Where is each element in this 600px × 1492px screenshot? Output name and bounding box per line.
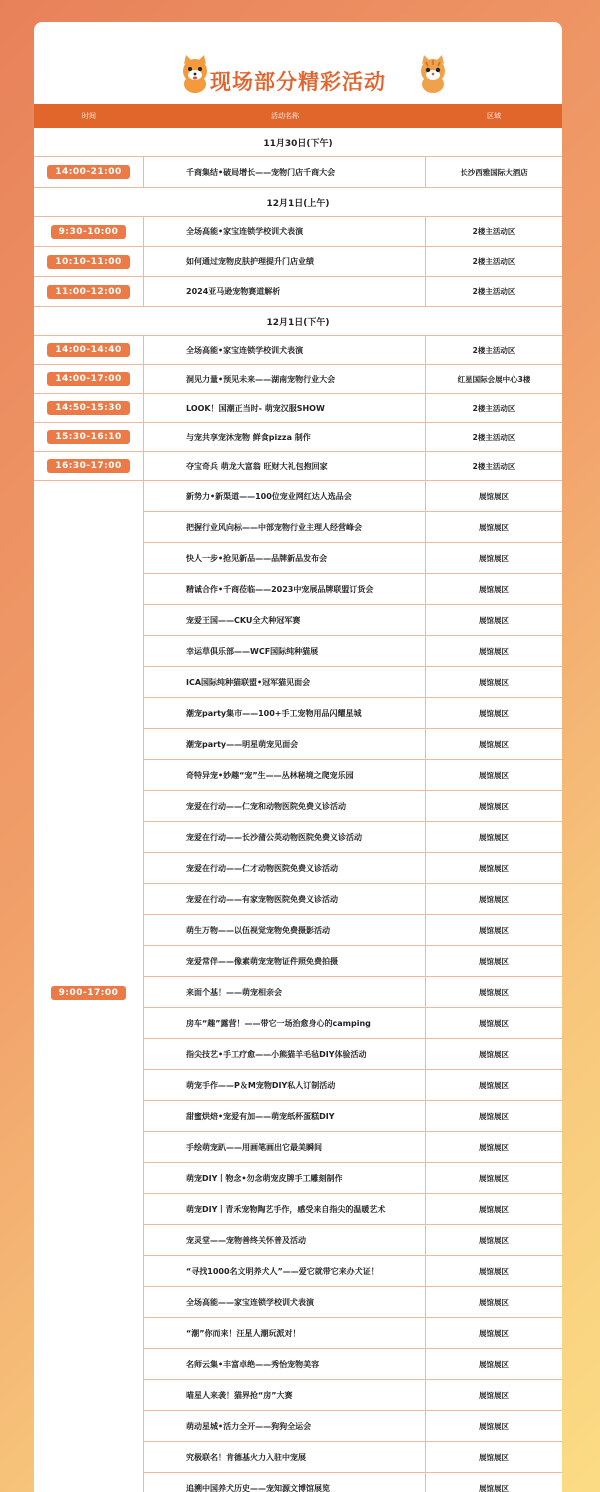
activity-name: 名师云集•丰富卓绝——秀怡宠物美容 — [144, 1349, 426, 1379]
activity-area: 长沙西雅国际大酒店 — [460, 167, 528, 177]
activity-name: 千商集结•破局增长——宠物门店千商大会 — [144, 157, 426, 187]
table-row — [144, 667, 562, 698]
activity-area: 2楼主活动区 — [472, 287, 516, 296]
time-badge: 16:30-17:00 — [47, 459, 130, 473]
table-row — [34, 277, 562, 307]
activity-area: 2楼主活动区 — [472, 461, 516, 471]
page-title: 现场部分精彩活动 — [210, 70, 386, 94]
table-row — [144, 760, 562, 791]
activity-name: 喵星人来袭！猫界抢“房”大赛 — [144, 1380, 426, 1410]
table-row — [34, 247, 562, 277]
activity-area: 展馆展区 — [479, 1297, 509, 1307]
activity-area: 展馆展区 — [479, 522, 509, 532]
activity-name: 萌宠手作——P＆M宠物DIY私人订制活动 — [144, 1070, 426, 1100]
table-row — [144, 853, 562, 884]
activity-name: 追溯中国养犬历史——宠知源文博馆展览 — [144, 1473, 426, 1492]
table-row — [34, 217, 562, 247]
table-row — [34, 336, 562, 365]
table-row — [144, 884, 562, 915]
activity-name: LOOK！国潮正当时- 萌宠汉服SHOW — [144, 394, 426, 422]
activity-name: 全场高能•家宝连锁学校训犬表演 — [144, 336, 426, 364]
activity-name: 宠爱在行动——长沙蒲公英动物医院免费义诊活动 — [144, 822, 426, 852]
activity-name: 萌生万物——以伍视觉宠物免费摄影活动 — [144, 915, 426, 945]
title-area — [34, 22, 562, 104]
table-row — [144, 698, 562, 729]
activity-area: 展馆展区 — [479, 832, 509, 842]
table-row — [34, 452, 562, 481]
time-badge: 11:00-12:00 — [47, 285, 130, 299]
table-row — [144, 543, 562, 574]
activity-area: 展馆展区 — [479, 1483, 509, 1492]
activity-name: “寻找1000名文明养犬人”——爱它就带它来办犬证！ — [144, 1256, 426, 1286]
activity-area: 展馆展区 — [479, 1452, 509, 1462]
table-row — [144, 1473, 562, 1492]
activity-name: 与宠共享宠沐宠物 鲜食pizza 制作 — [144, 423, 426, 451]
activity-area: 展馆展区 — [479, 553, 509, 563]
activity-area: 展馆展区 — [479, 1266, 509, 1276]
table-row — [144, 512, 562, 543]
activity-area: 展馆展区 — [479, 770, 509, 780]
activity-name: 全场高能•家宝连锁学校训犬表演 — [144, 217, 426, 246]
table-row — [144, 1101, 562, 1132]
all-day-block — [34, 481, 562, 1492]
activity-name: 精诚合作•千商莅临——2023中宠展品牌联盟订货会 — [144, 574, 426, 604]
table-row — [34, 157, 562, 188]
table-row — [144, 946, 562, 977]
table-row — [144, 1225, 562, 1256]
activity-area: 展馆展区 — [479, 1390, 509, 1400]
activity-name: 如何通过宠物皮肤护理提升门店业绩 — [144, 247, 426, 276]
activity-area: 展馆展区 — [479, 987, 509, 997]
activity-area: 红星国际会展中心3楼 — [457, 374, 531, 384]
activity-name: 来面个基！——萌宠相亲会 — [144, 977, 426, 1007]
activity-name: 究极联名！肯德基火力入驻中宠展 — [144, 1442, 426, 1472]
table-row — [144, 481, 562, 512]
activity-name: 宠爱在行动——仁才动物医院免费义诊活动 — [144, 853, 426, 883]
table-row — [144, 574, 562, 605]
table-row — [144, 1411, 562, 1442]
activity-area: 2楼主活动区 — [472, 432, 516, 442]
activity-name: 潮宠party——明星萌宠见面会 — [144, 729, 426, 759]
table-row — [144, 977, 562, 1008]
table-row — [144, 605, 562, 636]
activity-name: 2024亚马逊宠物赛道解析 — [144, 277, 426, 306]
table-row — [144, 1163, 562, 1194]
table-row — [144, 1349, 562, 1380]
time-badge: 14:00-21:00 — [47, 165, 130, 179]
table-row — [144, 915, 562, 946]
activity-area: 展馆展区 — [479, 1328, 509, 1338]
activity-area: 2楼主活动区 — [472, 403, 516, 413]
table-row — [144, 1039, 562, 1070]
activity-name: 宠爱在行动——有家宠物医院免费义诊活动 — [144, 884, 426, 914]
table-row — [34, 423, 562, 452]
activity-name: 新势力•新渠道——100位宠业网红达人选品会 — [144, 481, 426, 511]
header-area: 区域 — [487, 112, 501, 120]
activity-area: 展馆展区 — [479, 1080, 509, 1090]
table-row — [144, 1256, 562, 1287]
table-row — [144, 1194, 562, 1225]
table-row — [144, 1070, 562, 1101]
cat-mascot-icon — [414, 54, 452, 94]
activity-area: 2楼主活动区 — [472, 227, 516, 236]
activity-area: 展馆展区 — [479, 1049, 509, 1059]
table-row — [144, 1287, 562, 1318]
time-badge: 14:00-17:00 — [47, 372, 130, 386]
table-row — [144, 791, 562, 822]
activity-area: 展馆展区 — [479, 615, 509, 625]
activity-name: 宠爱在行动——仁宠和动物医院免费义诊活动 — [144, 791, 426, 821]
activity-name: 洞见力量•预见未来——湖南宠物行业大会 — [144, 365, 426, 393]
activity-area: 2楼主活动区 — [472, 257, 516, 266]
activity-name: 夺宝奇兵 萌龙大富翁 旺财大礼包抱回家 — [144, 452, 426, 480]
activity-name: 手绘萌宠趴——用画笔画出它最美瞬间 — [144, 1132, 426, 1162]
time-badge: 14:00-14:40 — [47, 343, 130, 357]
activity-name: 甜蜜烘焙•宠爱有加——萌宠纸杯蛋糕DIY — [144, 1101, 426, 1131]
schedule-card — [34, 22, 562, 1492]
header-time: 时间 — [82, 112, 96, 120]
table-row — [144, 1318, 562, 1349]
activity-name: 萌动星城•活力全开——狗狗全运会 — [144, 1411, 426, 1441]
activity-name: ICA国际纯种猫联盟•冠军猫见面会 — [144, 667, 426, 697]
activity-name: 宠灵堂——宠物善终关怀普及活动 — [144, 1225, 426, 1255]
activity-name: 指尖技艺•手工疗愈——小熊猫羊毛毡DIY体验活动 — [144, 1039, 426, 1069]
activity-area: 展馆展区 — [479, 863, 509, 873]
table-row — [144, 822, 562, 853]
activity-name: 幸运草俱乐部——WCF国际纯种猫展 — [144, 636, 426, 666]
activity-area: 展馆展区 — [479, 708, 509, 718]
time-badge: 9:30-10:00 — [51, 225, 127, 239]
table-row — [144, 1442, 562, 1473]
activity-area: 2楼主活动区 — [472, 345, 516, 355]
table-row — [144, 1380, 562, 1411]
table-row — [144, 1132, 562, 1163]
time-badge: 15:30-16:10 — [47, 430, 130, 444]
all-day-list — [144, 481, 562, 1492]
activity-area: 展馆展区 — [479, 1111, 509, 1121]
activity-area: 展馆展区 — [479, 739, 509, 749]
activity-area: 展馆展区 — [479, 925, 509, 935]
activity-name: 萌宠DIY丨物念•勿念萌宠皮牌手工雕刻制作 — [144, 1163, 426, 1193]
activity-area: 展馆展区 — [479, 894, 509, 904]
activity-name: 宠爱常伴——像素萌宠宠物证件照免费拍摄 — [144, 946, 426, 976]
activity-area: 展馆展区 — [479, 956, 509, 966]
activity-name: 宠爱王国——CKU全犬种冠军赛 — [144, 605, 426, 635]
activity-name: 房车“趣”露营！——带它一场治愈身心的camping — [144, 1008, 426, 1038]
section-date: 12月1日(下午) — [34, 307, 562, 336]
activity-area: 展馆展区 — [479, 677, 509, 687]
table-row — [144, 636, 562, 667]
activity-area: 展馆展区 — [479, 1421, 509, 1431]
activity-area: 展馆展区 — [479, 1204, 509, 1214]
table-header — [34, 104, 562, 128]
table-row — [144, 729, 562, 760]
activity-area: 展馆展区 — [479, 801, 509, 811]
activity-name: 快人一步•抢见新品——品牌新品发布会 — [144, 543, 426, 573]
activity-area: 展馆展区 — [479, 646, 509, 656]
activity-name: 全场高能——家宝连锁学校训犬表演 — [144, 1287, 426, 1317]
activity-area: 展馆展区 — [479, 1142, 509, 1152]
activity-area: 展馆展区 — [479, 1359, 509, 1369]
activity-name: 奇特异宠•妙趣“宠”生——丛林秘境之爬宠乐园 — [144, 760, 426, 790]
activity-name: “潮”你而来！汪星人潮玩派对！ — [144, 1318, 426, 1348]
activity-area: 展馆展区 — [479, 1173, 509, 1183]
activity-area: 展馆展区 — [479, 1018, 509, 1028]
section-date: 12月1日(上午) — [34, 188, 562, 217]
time-badge: 14:50-15:30 — [47, 401, 130, 415]
table-row — [34, 365, 562, 394]
table-row — [34, 394, 562, 423]
activity-area: 展馆展区 — [479, 584, 509, 594]
time-badge: 9:00-17:00 — [51, 986, 127, 1000]
activity-name: 潮宠party集市——100+手工宠物用品闪耀星城 — [144, 698, 426, 728]
activity-name: 萌宠DIY丨青禾宠物陶艺手作，感受来自指尖的温暖艺术 — [144, 1194, 426, 1224]
activity-area: 展馆展区 — [479, 491, 509, 501]
time-badge: 10:10-11:00 — [47, 255, 130, 269]
table-row — [144, 1008, 562, 1039]
header-activity: 活动名称 — [271, 112, 299, 120]
section-date: 11月30日(下午) — [34, 128, 562, 157]
activity-name: 把握行业风向标——中部宠物行业主理人经营峰会 — [144, 512, 426, 542]
activity-area: 展馆展区 — [479, 1235, 509, 1245]
